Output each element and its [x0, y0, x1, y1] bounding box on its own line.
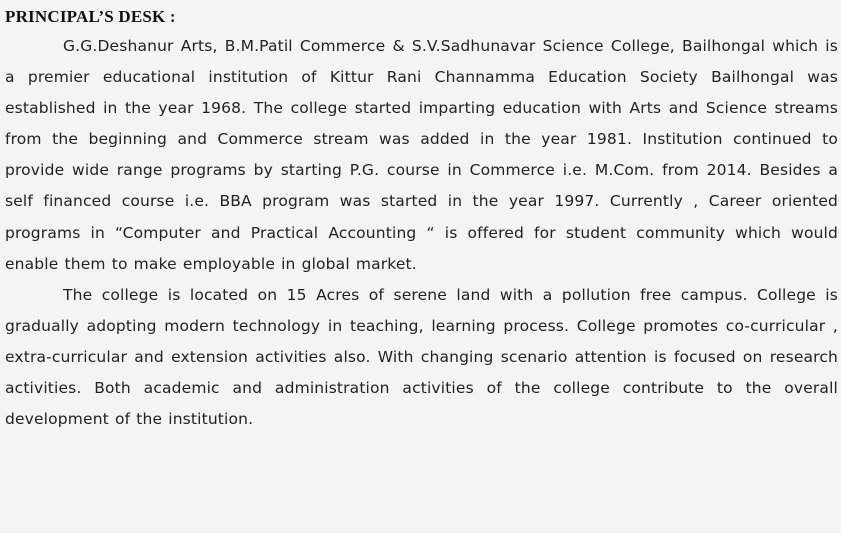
principals-desk-section: [5, 6, 838, 435]
section-heading: PRINCIPAL’S DESK :: [5, 7, 176, 26]
history-paragraph: G.G.Deshanur Arts, B.M.Patil Commerce & S.V.Sadhunavar Science College, Bailhongal which is a premier educational institution of Kittur Rani Channamma Education Society Bailhongal was established in the year 1968. The college started imparting education with Arts and Science streams from the beginning and Commerce stream was added in the year 1981. Institution continued to provide wide range programs by starting P.G. course in Commerce i.e. M.Com. from 2014. Besides a self financed course i.e. BBA program was started in the year 1997. Currently , Career oriented programs in “Computer and Practical Accounting “ is offered for student community which would enable them to make employable in global market.: [5, 37, 838, 273]
campus-paragraph: The college is located on 15 Acres of serene land with a pollution free campus. College is gradually adopting modern technology in teaching, learning process. College promotes co-curricular , extra-curricular and extension activities also. With changing scenario attention is focused on research activities. Both academic and administration activities of the college contribute to the overall development of the institution.: [5, 285, 838, 429]
